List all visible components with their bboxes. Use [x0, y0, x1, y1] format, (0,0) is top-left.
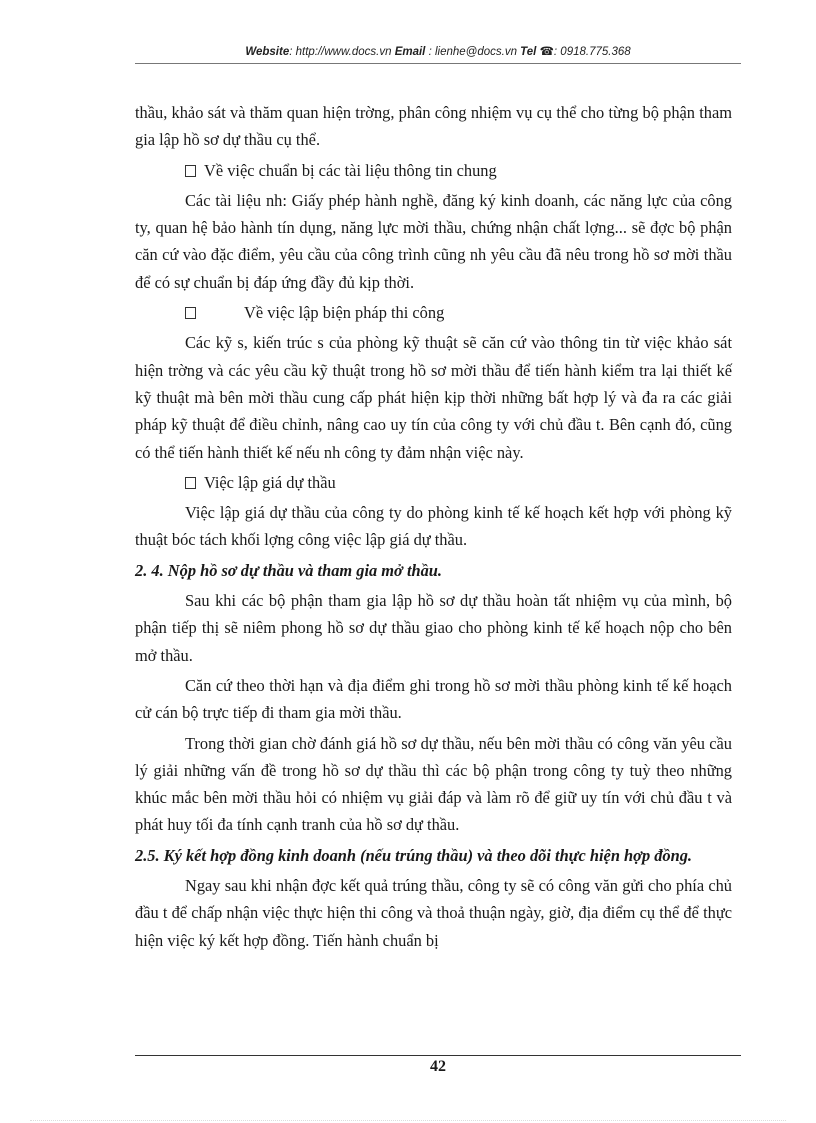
phone-icon: ☎ — [539, 46, 554, 58]
paragraph: Các tài liệu nh: Giấy phép hành nghề, đăng ký kinh doanh, các năng lực của công ty, quan hệ bảo hành tín dụng, năng lực mời thầu, chứng nhận chất lợng... sẽ đợc bộ phận căn cứ vào đặc điểm, yêu cầu của công trình cũng nh yêu cầu đã nêu trong hồ sơ mời thầu để có sự chuẩn bị đáp ứng đầy đủ kịp thời. — [135, 190, 732, 292]
document-body — [135, 99, 732, 957]
paragraph: Việc lập giá dự thầu của công ty do phòng kinh tế kế hoạch kết hợp với phòng kỹ thuật bóc tách khối lợng công việc lập giá dự thầu. — [135, 503, 732, 550]
paragraph: Trong thời gian chờ đánh giá hồ sơ dự thầu, nếu bên mời thầu có công văn yêu cầu lý giải những vấn đề trong hồ sơ dự thầu thì các bộ phận trong công ty tuỳ theo những khúc mắc bên mời thầu hỏi có nhiệm vụ giải đáp và làm rõ để giữ uy tín với chủ đầu t và phát huy tối đa tính cạnh tranh của hồ sơ dự thầu. — [135, 733, 732, 835]
paragraph: thầu, khảo sát và thăm quan hiện trờng, phân công nhiệm vụ cụ thể cho từng bộ phận tham gia lập hồ sơ dự thầu cụ thể. — [135, 103, 732, 150]
paragraph: Ngay sau khi nhận đợc kết quả trúng thầu, công ty sẽ có công văn gửi cho phía chủ đầu t để chấp nhận việc thực hiện thi công và thoả thuận ngày, giờ, địa điểm cụ thể để thực hiện việc ký kết hợp đồng. Tiến hành chuẩn bị — [135, 876, 732, 950]
bullet-text: Việc lập giá dự thầu — [204, 472, 336, 492]
page-edge — [30, 1120, 786, 1121]
page-header — [135, 44, 741, 58]
bullet-text: Về việc chuẩn bị các tài liệu thông tin chung — [204, 160, 497, 180]
email-value: : lienhe@docs.vn — [428, 46, 517, 58]
paragraph: Căn cứ theo thời hạn và địa điểm ghi trong hồ sơ mời thầu phòng kinh tế kế hoạch cử cán bộ trực tiếp đi tham gia mời thầu. — [135, 675, 732, 723]
footer-divider — [135, 1055, 741, 1056]
paragraph: Sau khi các bộ phận tham gia lập hồ sơ dự thầu hoàn tất nhiệm vụ của mình, bộ phận tiếp thị sẽ niêm phong hồ sơ dự thầu giao cho phòng kinh tế kế hoạch nộp cho bên mở thầu. — [135, 591, 732, 665]
section-heading: 2.5. Ký kết hợp đồng kinh doanh (nếu trúng thầu) và theo dõi thực hiện hợp đồng. — [135, 845, 693, 865]
paragraph: Các kỹ s, kiến trúc s của phòng kỹ thuật sẽ căn cứ vào thông tin từ việc khảo sát hiện trờng và các yêu cầu kỹ thuật trong hồ sơ mời thầu để tiến hành kiểm tra lại thiết kế kỹ thuật mà bên mời thầu cung cấp phát hiện kịp thời những bất hợp lý và đa ra các giải pháp kỹ thuật để điều chỉnh, nâng cao uy tín của công ty với chủ đầu t. Bên cạnh đó, cũng có thể tiến hành thiết kế nếu nh công ty đảm nhận việc này. — [135, 333, 732, 462]
checkbox-bullet-icon — [185, 307, 196, 319]
bullet-item — [135, 299, 732, 326]
header-divider — [135, 63, 741, 64]
checkbox-bullet-icon — [185, 477, 196, 489]
tel-value: : 0918.775.368 — [553, 46, 631, 58]
website-label: Website — [245, 46, 290, 58]
bullet-item — [135, 157, 732, 184]
bullet-text: Về việc lập biện pháp thi công — [244, 303, 445, 323]
bullet-item — [135, 469, 732, 496]
checkbox-bullet-icon — [185, 165, 196, 177]
website-value: : http://www.docs.vn — [289, 46, 392, 58]
section-heading: 2. 4. Nộp hồ sơ dự thầu và tham gia mở thầu. — [135, 560, 443, 580]
page-number: 42 — [430, 1058, 446, 1075]
tel-label: Tel — [520, 46, 537, 58]
email-label: Email — [394, 46, 426, 58]
